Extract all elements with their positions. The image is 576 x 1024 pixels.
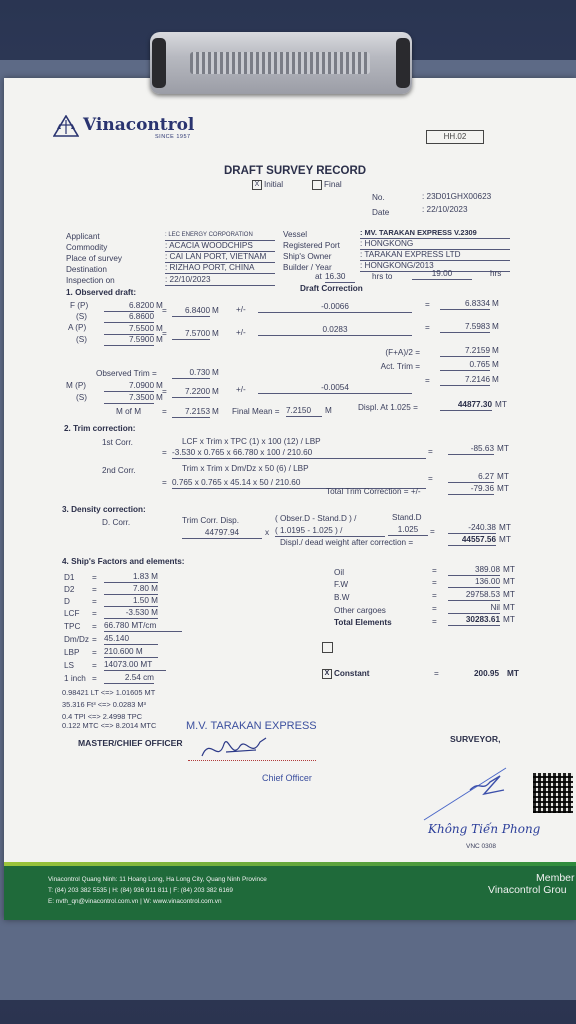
conversion-mtc: 0.122 MTC <=> 8.2014 MTC [62,721,157,730]
owner-value: : TARAKAN EXPRESS LTD [360,250,510,261]
fs-label: (S) [76,312,87,321]
fa2-unit: M [492,346,499,355]
a-pm: +/- [236,328,246,337]
second-corr-label: 2nd Corr. [102,466,136,475]
stand-d-label: Stand.D [392,513,422,522]
m-res-eq: = [425,376,430,385]
trim-corr-disp-value: 44797.94 [182,528,262,539]
place-label: Place of survey [66,254,122,263]
first-corr-label: 1st Corr. [102,438,133,447]
inspection-value: : 22/10/2023 [165,275,275,286]
fw-label: F.W [334,580,349,589]
hrs-label: hrs [490,269,502,278]
draft-correction-heading: Draft Correction [300,284,363,293]
d-value: 1.50 M [104,596,158,607]
destination-label: Destination [66,265,107,274]
qr-code-icon [533,773,573,813]
bw-unit: MT [503,590,515,599]
final-mean-label: Final Mean = [232,407,280,416]
other-eq: = [432,604,437,613]
bw-value: 29758.53 [448,590,500,601]
ap-value: 7.5500 [104,324,154,335]
d2-eq: = [92,585,97,594]
first-corr-unit: MT [497,444,509,453]
d-label: D [64,597,70,606]
as-unit: M [156,335,163,344]
a-mean-unit: M [212,329,219,338]
stand-d-value: 1.025 [388,525,428,536]
tpc-label: TPC [64,622,81,631]
first-corr-values: -3.530 x 0.765 x 66.780 x 100 / 210.60 [172,448,426,459]
total-trim-unit: MT [497,484,509,493]
m-pm: +/- [236,385,246,394]
obser-stand-value: ( 1.0195 - 1.025 ) / [275,526,385,537]
density-x: x [265,528,270,537]
commodity-label: Commodity [66,243,108,252]
mp-value: 7.0900 [104,381,154,392]
inch-label: 1 inch [64,674,86,683]
final-mean-unit: M [325,406,332,415]
total-elements-label: Total Elements [334,618,392,627]
no-value: : 23D01GHX00623 [422,192,492,201]
signature-line [188,760,316,761]
f-result: 6.8334 [440,299,490,310]
a-res-eq: = [425,323,430,332]
total-elements-value: 30283.61 [448,615,500,626]
d1-value: 1.83 M [104,572,158,583]
footer-group: Vinacontrol Grou [488,884,567,896]
displ-after-value: 44557.56 [448,535,496,546]
fw-eq: = [432,578,437,587]
f-res-eq: = [425,300,430,309]
mofm-label: M of M [116,407,142,416]
lcf-eq: = [92,609,97,618]
density-corr-label: D. Corr. [102,518,131,527]
m-mean-unit: M [212,387,219,396]
place-value: : CAI LAN PORT, VIETNAM [165,252,275,263]
bw-label: B.W [334,593,350,602]
act-trim-label: Act. Trim = [380,362,420,371]
first-corr-res-eq: = [428,447,433,456]
as-label: (S) [76,335,87,344]
second-corr-result: 6.27 [448,472,494,483]
oil-unit: MT [503,565,515,574]
constant-eq: = [434,669,439,678]
date-label: Date [372,208,390,217]
clip-band [190,52,370,74]
clip-hinge-left [152,38,166,88]
oil-value: 389.08 [448,565,500,576]
constant-checkbox: X [322,669,332,679]
f-corr: -0.0066 [258,302,412,313]
total-trim-label: Total Trim Correction = +/- [326,487,421,496]
footer-phones: T: (84) 203 382 5535 | H: (84) 936 911 811 | F: (84) 203 382 6169 [48,887,233,894]
final-mean-value: 7.2150 [286,406,322,417]
chief-officer-label: Chief Officer [262,773,312,783]
constant-value: 200.95 [474,669,500,678]
density-result-unit: MT [499,523,511,532]
mp-unit: M [156,381,163,390]
fs-value: 6.8600 [104,312,154,323]
company-logo: Vinacontrol [83,115,195,135]
trim-corr-disp-label: Trim Corr. Disp. [182,516,240,525]
footer-office: Vinacontrol Quang Ninh: 11 Hoang Long, Ha Long City, Quang Ninh Province [48,876,267,883]
other-cargoes-value: Nil [448,603,500,614]
applicant-value: : LEC ENERGY CORPORATION [165,230,275,241]
d1-label: D1 [64,573,75,582]
first-corr-formula: LCF x Trim x TPC (1) x 100 (12) / LBP [182,437,321,446]
section-ships-factors: 4. Ship's Factors and elements: [62,557,185,566]
f-eq: = [162,306,167,315]
total-trim-value: -79.36 [448,484,494,495]
vessel-label: Vessel [283,230,308,239]
fw-value: 136.00 [448,577,500,588]
second-corr-unit: MT [497,472,509,481]
empty-checkbox [322,642,335,653]
clipboard-clip [150,32,412,94]
d-eq: = [92,597,97,606]
m-eq: = [162,387,167,396]
vessel-value: : MV. TARAKAN EXPRESS V.2309 [360,228,510,239]
total-unit: MT [503,615,515,624]
applicant-label: Applicant [66,232,100,241]
density-result: -240.38 [448,523,496,534]
a-mean: 7.5700 [172,329,210,340]
mp-label: M (P) [66,381,87,390]
final-option: Final [312,180,342,190]
master-label: MASTER/CHIEF OFFICER [78,738,183,748]
ms-value: 7.3500 [104,393,154,404]
a-corr: 0.0283 [258,325,412,336]
conversion-lt: 0.98421 LT <=> 1.01605 MT [62,688,156,697]
builder-value: : HONGKONG/2013 [360,261,510,272]
vessel-stamp: M.V. TARAKAN EXPRESS [186,720,317,732]
displ-unit: MT [495,400,507,409]
fp-label: F (P) [70,301,89,310]
port-label: Registered Port [283,241,340,250]
m-mean: 7.2200 [172,387,210,398]
constant-unit: MT [507,669,519,678]
ap-label: A (P) [68,323,87,332]
fa2-label: (F+A)/2 = [385,348,420,357]
d1-eq: = [92,573,97,582]
oil-label: Oil [334,568,345,577]
f-result-unit: M [492,299,499,308]
f-mean-unit: M [212,306,219,315]
logo-since: SINCE 1957 [155,134,191,140]
total-eq: = [432,617,437,626]
other-unit: MT [503,603,515,612]
f-mean: 6.8400 [172,306,210,317]
ls-value: 14073.00 MT [104,660,166,671]
fw-unit: MT [503,577,515,586]
tpc-eq: = [92,622,97,631]
section-observed-draft: 1. Observed draft: [66,288,137,297]
initial-checkbox: X [252,180,262,190]
inspection-label: Inspection on [66,276,115,285]
inch-value: 2.54 cm [104,673,154,684]
ms-label: (S) [76,393,87,402]
m-result-unit: M [492,375,499,384]
displ-after-unit: MT [499,535,511,544]
commodity-value: : ACACIA WOODCHIPS [165,241,275,252]
hrs-to: hrs to [372,272,393,281]
ls-label: LS [64,661,75,670]
lbp-label: LBP [64,648,80,657]
m-result: 7.2146 [440,375,490,386]
second-corr-res-eq: = [428,474,433,483]
dmdz-label: Dm/Dz [64,635,90,644]
lcf-value: -3.530 M [104,608,158,619]
section-trim-correction: 2. Trim correction: [64,424,136,433]
destination-value: : RIZHAO PORT, CHINA [165,263,275,274]
density-eq: = [430,527,435,536]
mofm-eq: = [162,407,167,416]
scale-logo-icon [53,115,79,137]
footer-emails: E: nvth_qn@vinacontrol.com.vn | W: www.vinacontrol.com.vn [48,898,222,905]
dmdz-value: 45.140 [104,634,158,645]
oil-eq: = [432,566,437,575]
ms-unit: M [156,393,163,402]
a-eq: = [162,329,167,338]
tpc-value: 66.780 MT/cm [104,621,182,632]
a-result-unit: M [492,322,499,331]
inch-eq: = [92,674,97,683]
document-title: DRAFT SURVEY RECORD [224,165,367,177]
displ-value: 44877.30 [440,400,492,411]
at-value: 16.30 [325,272,355,283]
footer-member: Member [536,872,575,884]
lbp-eq: = [92,648,97,657]
obs-trim-unit: M [212,368,219,377]
d2-value: 7.80 M [104,584,158,595]
obs-trim-value: 0.730 [172,368,210,379]
final-checkbox [312,180,322,190]
clip-hinge-right [396,38,410,88]
owner-label: Ship's Owner [283,252,332,261]
surveyor-code: VNC 0308 [466,843,496,850]
f-pm: +/- [236,305,246,314]
lcf-label: LCF [64,609,80,618]
no-label: No. [372,193,385,202]
d2-label: D2 [64,585,75,594]
other-cargoes-label: Other cargoes [334,606,386,615]
fa2-value: 7.2159 [440,346,490,357]
m-corr: -0.0054 [258,383,412,394]
conversion-ft3: 35.316 Ft³ <=> 0.0283 M³ [62,700,147,709]
surveyor-name: Không Tiến Phong [428,822,541,836]
displ-after-label: Displ./ dead weight after correction = [280,538,414,547]
first-corr-eq: = [162,448,167,457]
ap-unit: M [156,324,163,333]
act-trim-unit: M [492,360,499,369]
second-corr-values: 0.765 x 0.765 x 45.14 x 50 / 210.60 [172,478,426,489]
port-value: : HONGKONG [360,239,510,250]
first-corr-result: -85.63 [448,444,494,455]
ls-eq: = [92,661,97,670]
act-trim-value: 0.765 [440,360,490,371]
second-corr-formula: Trim x Trim x Dm/Dz x 50 (6) / LBP [182,464,309,473]
section-density-correction: 3. Density correction: [62,505,146,514]
at-label: at [315,272,322,281]
second-corr-eq: = [162,478,167,487]
conversion-tpi: 0.4 TPI <=> 2.4998 TPC [62,712,143,721]
bw-eq: = [432,591,437,600]
as-value: 7.5900 [104,335,154,346]
lbp-value: 210.600 M [104,647,158,658]
to-value: 19.00 [412,269,472,280]
displ-label: Displ. At 1.025 = [358,403,418,412]
initial-option: X Initial [252,180,283,190]
constant-option: X Constant [322,669,369,679]
fp-value: 6.8200 [104,301,154,312]
form-code: HH.02 [426,130,484,144]
fp-unit: M [156,301,163,310]
date-value: : 22/10/2023 [422,205,468,214]
obser-stand-label: ( Obser.D - Stand.D ) / [275,514,357,523]
dmdz-eq: = [92,635,97,644]
a-result: 7.5983 [440,322,490,333]
mofm-unit: M [212,407,219,416]
mofm-value: 7.2153 [172,407,210,418]
surveyor-label: SURVEYOR, [450,734,501,744]
builder-label: Builder / Year [283,263,332,272]
obs-trim-label: Observed Trim = [96,369,157,378]
